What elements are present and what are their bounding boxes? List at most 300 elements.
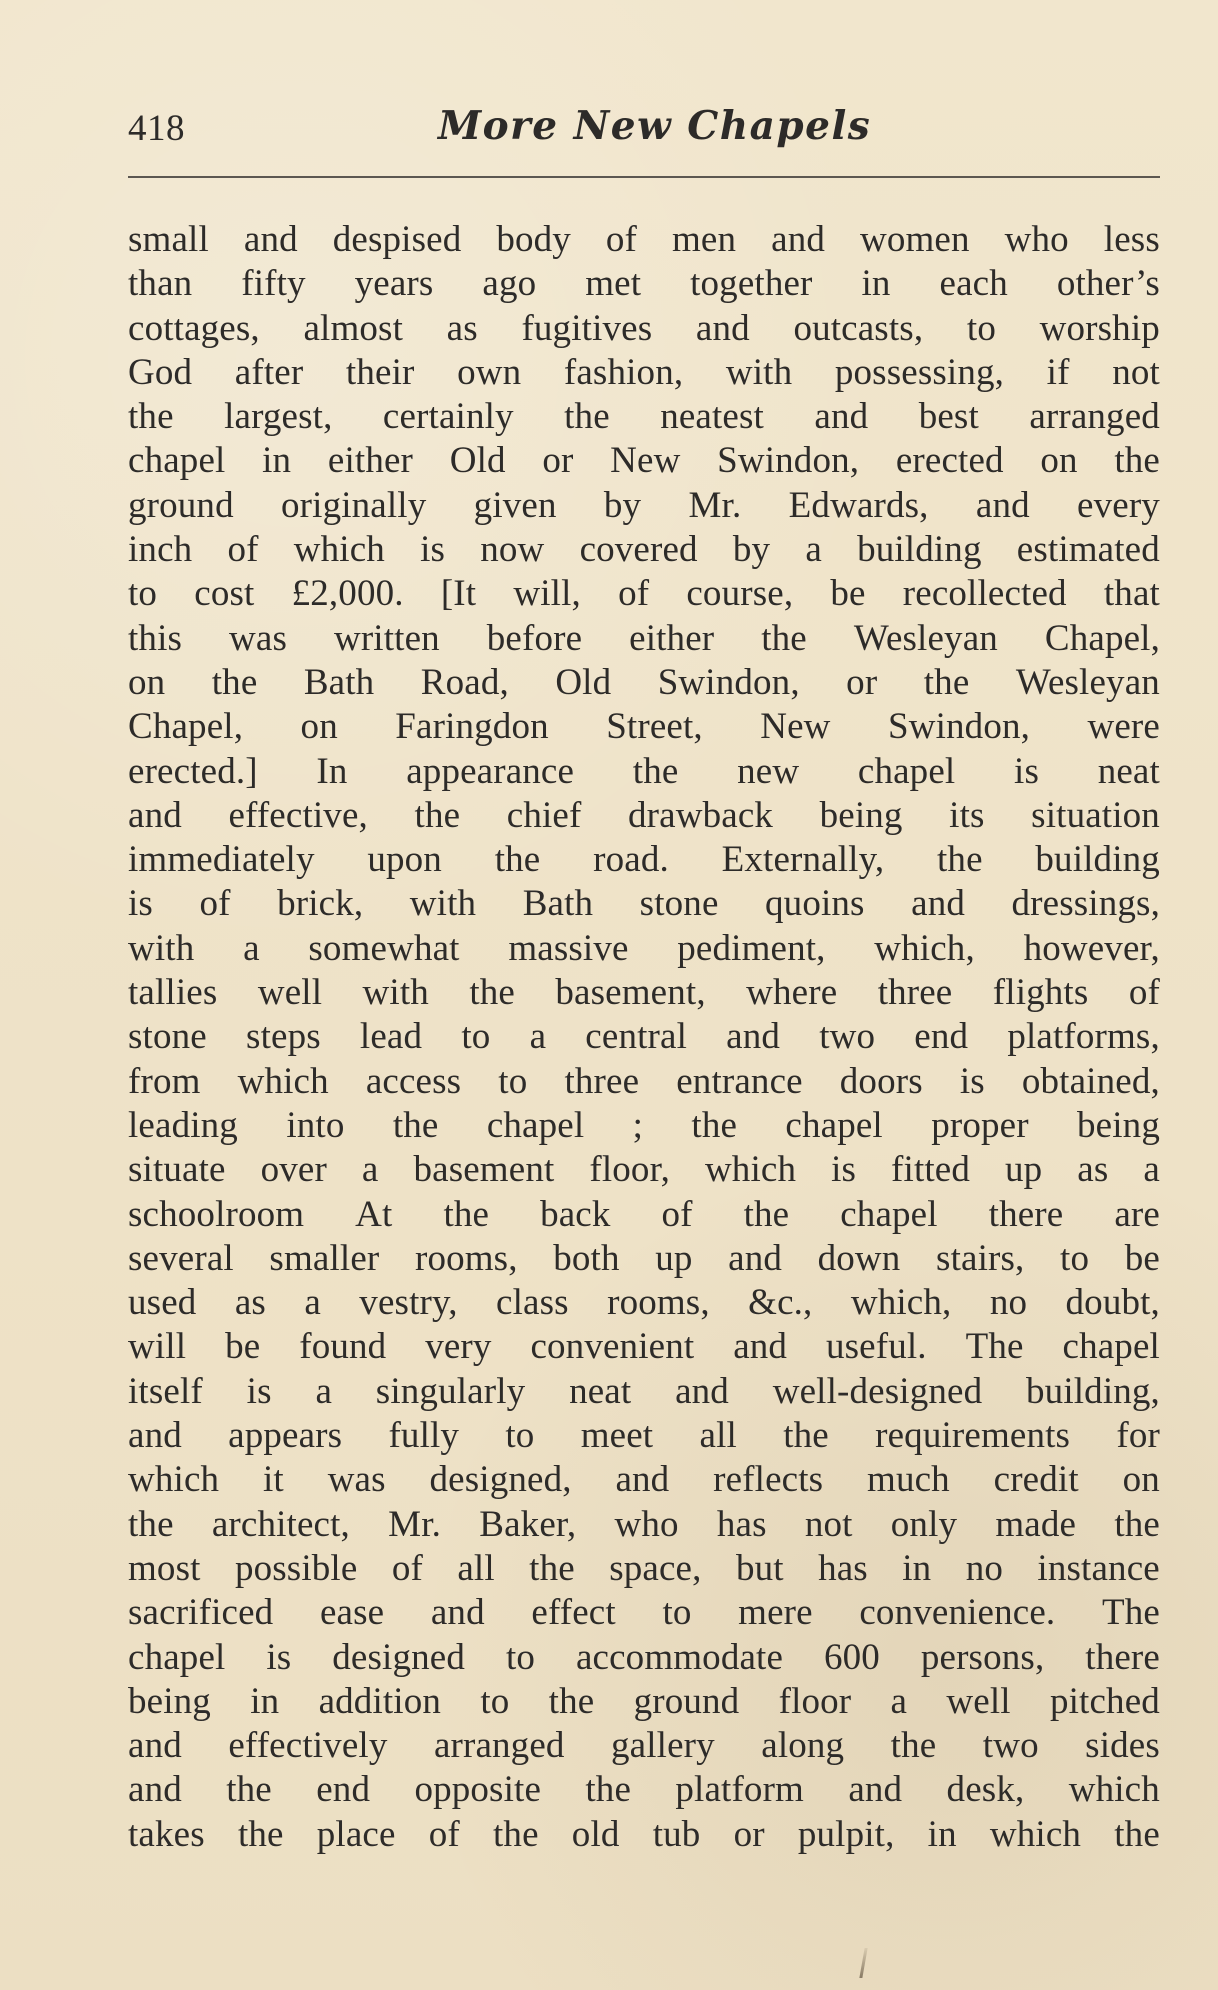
word: floor	[778, 1680, 852, 1722]
word: were	[1087, 706, 1160, 748]
word: £2,000.	[291, 573, 404, 615]
word: well-designed	[772, 1370, 983, 1412]
word: and	[128, 1769, 182, 1811]
word: appears	[228, 1415, 343, 1457]
word: the	[691, 1104, 738, 1146]
word: vestry,	[359, 1282, 458, 1324]
text-line	[128, 1281, 1160, 1325]
word: being	[128, 1680, 211, 1722]
word: New	[610, 440, 681, 482]
word: in	[927, 1813, 957, 1855]
word: be	[225, 1326, 261, 1368]
word: is	[1014, 750, 1040, 792]
word: own	[457, 351, 522, 393]
text-line	[128, 1237, 1160, 1281]
word: given	[473, 484, 557, 526]
text-line	[128, 395, 1160, 439]
word: with	[409, 883, 477, 925]
word: Chapel,	[1044, 617, 1160, 659]
word: as	[1077, 1149, 1109, 1191]
word: Chapel,	[128, 706, 244, 748]
word: desk,	[946, 1769, 1025, 1811]
word: after	[234, 351, 304, 393]
word: fashion,	[563, 351, 684, 393]
word: small	[128, 219, 209, 260]
word: a	[315, 1370, 333, 1412]
word: platform	[675, 1769, 804, 1811]
word: the	[128, 1503, 174, 1545]
word: the	[392, 1104, 439, 1146]
word: chapel	[128, 1636, 226, 1678]
word: tallies	[128, 972, 218, 1014]
word: two	[819, 1016, 876, 1058]
word: entrance	[676, 1060, 803, 1102]
word: with	[725, 351, 793, 393]
word: end	[914, 1016, 969, 1058]
word: originally	[281, 484, 427, 526]
word: on	[128, 661, 166, 703]
word: the	[469, 972, 515, 1014]
word: In	[316, 750, 348, 792]
word: which	[704, 1149, 797, 1191]
word: Mr.	[388, 1503, 442, 1545]
word: possible	[234, 1547, 358, 1589]
word: neat	[569, 1370, 632, 1412]
text-line	[128, 1547, 1160, 1591]
word: three	[564, 1060, 640, 1102]
word: which	[237, 1060, 329, 1102]
text-line	[128, 1636, 1160, 1680]
word: will,	[513, 573, 581, 615]
word: almost	[303, 307, 404, 349]
word: addition	[318, 1680, 442, 1722]
word: a	[243, 927, 260, 969]
word: in	[861, 263, 891, 305]
word: not	[804, 1503, 853, 1545]
word: which,	[874, 927, 975, 969]
text-line	[128, 1193, 1160, 1237]
word: be	[1124, 1237, 1160, 1279]
word: the	[783, 1415, 829, 1457]
word: and	[675, 1370, 729, 1412]
word: tub	[652, 1813, 701, 1855]
word: obtained,	[1021, 1060, 1160, 1102]
word: on	[1122, 1459, 1160, 1501]
word: convenient	[530, 1326, 695, 1368]
word: inch	[128, 529, 193, 571]
text-line	[128, 1724, 1160, 1768]
word: sides	[1085, 1725, 1160, 1767]
word: leading	[128, 1104, 238, 1146]
word: and	[848, 1769, 903, 1811]
word: but	[735, 1547, 784, 1589]
text-line	[128, 218, 1160, 262]
word: basement,	[555, 972, 706, 1014]
word: chapel	[486, 1104, 585, 1146]
word: ago	[482, 263, 537, 305]
word: sacrificed	[128, 1592, 274, 1634]
word: [It	[440, 573, 477, 615]
text-line	[128, 705, 1160, 749]
word: chapel	[1062, 1326, 1160, 1368]
header-rule	[128, 176, 1160, 178]
word: a	[805, 529, 822, 571]
word: certainly	[382, 396, 514, 438]
word: flights	[992, 972, 1089, 1014]
text-line	[128, 1370, 1160, 1414]
word: useful.	[825, 1326, 927, 1368]
text-line	[128, 750, 1160, 794]
running-title: More New Chapels	[438, 103, 872, 149]
word: no	[989, 1282, 1028, 1324]
word: situation	[1031, 794, 1160, 836]
body-text	[128, 218, 1160, 1857]
word: of	[618, 573, 650, 615]
word: together	[690, 263, 813, 305]
word: the	[632, 750, 679, 792]
word: central	[585, 1016, 687, 1058]
word: well	[257, 972, 323, 1014]
word: building	[857, 529, 982, 571]
text-line	[128, 1503, 1160, 1547]
word: all	[457, 1547, 495, 1589]
text-line	[128, 927, 1160, 971]
word: Externally,	[721, 839, 885, 881]
word: now	[480, 529, 545, 571]
word: Old	[555, 661, 612, 703]
text-line	[128, 838, 1160, 882]
word: cost	[194, 573, 255, 615]
word: ease	[319, 1592, 385, 1634]
word: a	[890, 1680, 908, 1722]
text-line	[128, 351, 1160, 395]
word: the	[1114, 440, 1160, 482]
word: and	[695, 307, 750, 349]
word: of	[605, 219, 638, 260]
word: pulpit,	[797, 1813, 895, 1855]
word: the	[936, 839, 983, 881]
word: a	[529, 1016, 547, 1058]
word: steps	[246, 1016, 321, 1058]
word: no	[965, 1547, 1004, 1589]
word: itself	[128, 1370, 203, 1412]
word: rooms,	[414, 1237, 518, 1279]
word: for	[1116, 1415, 1160, 1457]
word: met	[585, 263, 642, 305]
word: massive	[508, 927, 629, 969]
word: and	[243, 219, 298, 260]
word: only	[890, 1503, 958, 1545]
text-line	[128, 617, 1160, 661]
word: new	[737, 750, 800, 792]
word: used	[128, 1282, 197, 1324]
word: possessing,	[834, 351, 1005, 393]
word: was	[327, 1459, 386, 1501]
word: accommodate	[575, 1636, 784, 1678]
word: dressings,	[1011, 883, 1160, 925]
word: and	[733, 1326, 788, 1368]
word: there	[1085, 1636, 1160, 1678]
word: and	[814, 396, 869, 438]
word: Swindon,	[657, 661, 800, 703]
word: which	[1068, 1769, 1160, 1811]
word: floor,	[589, 1149, 670, 1191]
word: the	[564, 396, 610, 438]
word: made	[995, 1503, 1077, 1545]
word: three	[877, 972, 953, 1014]
word: has	[716, 1503, 767, 1545]
word: the	[128, 396, 174, 438]
word: years	[354, 263, 434, 305]
word: has	[818, 1547, 868, 1589]
word: &c.,	[748, 1282, 813, 1324]
word: to	[505, 1636, 536, 1678]
word: and	[128, 1415, 182, 1457]
word: place	[316, 1813, 396, 1855]
word: the	[890, 1725, 937, 1767]
word: ;	[632, 1104, 644, 1146]
word: or	[846, 661, 878, 703]
word: The	[965, 1326, 1024, 1368]
text-line	[128, 1015, 1160, 1059]
word: access	[365, 1060, 462, 1102]
word: basement	[413, 1149, 555, 1191]
word: Mr.	[688, 484, 742, 526]
word: fifty	[241, 263, 306, 305]
word: Wesleyan	[853, 617, 998, 659]
word: several	[128, 1237, 234, 1279]
word: At	[355, 1193, 393, 1235]
text-line	[128, 1104, 1160, 1148]
word: Baker,	[479, 1503, 577, 1545]
word: two	[982, 1725, 1039, 1767]
page-number: 418	[128, 108, 185, 149]
text-line	[128, 1060, 1160, 1104]
word: and	[615, 1459, 670, 1501]
word: doors	[839, 1060, 923, 1102]
text-line	[128, 572, 1160, 616]
word: down	[817, 1237, 901, 1279]
word: outcasts,	[793, 307, 924, 349]
word: is	[128, 883, 153, 925]
word: well	[946, 1680, 1011, 1722]
word: men	[672, 219, 737, 260]
word: ground	[633, 1680, 740, 1722]
word: chief	[506, 794, 582, 836]
word: as	[446, 307, 478, 349]
word: where	[746, 972, 838, 1014]
word: which	[293, 529, 385, 571]
word: body	[496, 219, 571, 260]
word: arranged	[1029, 396, 1160, 438]
word: the	[494, 839, 541, 881]
word: with	[362, 972, 429, 1014]
word: stone	[639, 883, 719, 925]
word: proper	[931, 1104, 1029, 1146]
word: is	[266, 1636, 292, 1678]
word: designed,	[429, 1459, 572, 1501]
word: effectively	[228, 1725, 388, 1767]
word: space,	[609, 1547, 702, 1589]
word: road.	[593, 839, 669, 881]
word: convenience.	[859, 1592, 1056, 1634]
word: ground	[128, 484, 234, 526]
word: chapel	[857, 750, 956, 792]
word: quoins	[765, 883, 865, 925]
page-header	[128, 92, 1160, 152]
word: the	[529, 1547, 575, 1589]
word: of	[227, 529, 259, 571]
word: in	[902, 1547, 932, 1589]
word: of	[199, 883, 231, 925]
word: Swindon,	[717, 440, 860, 482]
word: being	[1077, 1104, 1160, 1146]
word: brick,	[277, 883, 364, 925]
word: and	[128, 794, 182, 836]
word: and	[771, 219, 825, 260]
word: opposite	[414, 1769, 542, 1811]
text-line	[128, 439, 1160, 483]
word: end	[316, 1769, 371, 1811]
word: to	[662, 1592, 692, 1634]
word: being	[819, 794, 903, 836]
text-line	[128, 262, 1160, 306]
word: meet	[580, 1415, 654, 1457]
word: either	[327, 440, 414, 482]
text-line	[128, 1591, 1160, 1635]
word: drawback	[628, 794, 774, 836]
word: effective,	[228, 794, 368, 836]
word: the	[492, 1813, 539, 1855]
text-line	[128, 794, 1160, 838]
word: upon	[367, 839, 442, 881]
word: of	[428, 1813, 460, 1855]
word: all	[699, 1415, 737, 1457]
word: or	[733, 1813, 765, 1855]
word: neat	[1097, 750, 1160, 792]
word: to	[480, 1680, 510, 1722]
word: is	[420, 529, 446, 571]
word: to	[505, 1415, 535, 1457]
word: found	[299, 1326, 387, 1368]
word: to	[966, 307, 996, 349]
word: over	[260, 1149, 327, 1191]
word: in	[262, 440, 292, 482]
word: which,	[850, 1282, 952, 1324]
word: chapel	[840, 1193, 938, 1235]
text-line	[128, 882, 1160, 926]
word: class	[496, 1282, 569, 1324]
word: of	[1128, 972, 1160, 1014]
word: neatest	[660, 396, 764, 438]
word: Old	[449, 440, 506, 482]
text-line	[128, 1768, 1160, 1812]
word: Road,	[420, 661, 509, 703]
word: to	[1060, 1237, 1090, 1279]
word: is	[959, 1060, 985, 1102]
word: back	[540, 1193, 611, 1235]
word: worship	[1039, 307, 1160, 349]
word: credit	[993, 1459, 1079, 1501]
word: lead	[359, 1016, 423, 1058]
text-line	[128, 1813, 1160, 1857]
word: if	[1046, 351, 1070, 393]
word: mere	[738, 1592, 813, 1634]
word: most	[128, 1547, 201, 1589]
word: up	[655, 1237, 693, 1279]
word: from	[128, 1060, 201, 1102]
word: largest,	[224, 396, 333, 438]
margin-mark	[859, 1948, 867, 1978]
word: on	[300, 706, 338, 748]
word: instance	[1037, 1547, 1160, 1589]
word: cottages,	[128, 307, 260, 349]
word: to	[498, 1060, 528, 1102]
word: Swindon,	[888, 706, 1031, 748]
word: will	[128, 1326, 187, 1368]
word: this	[128, 617, 183, 659]
word: than	[128, 263, 193, 305]
word: by	[732, 529, 771, 571]
word: the	[1114, 1813, 1160, 1855]
word: on	[1040, 440, 1078, 482]
word: is	[246, 1370, 272, 1412]
word: arranged	[433, 1725, 565, 1767]
word: stairs,	[936, 1237, 1025, 1279]
word: much	[867, 1459, 950, 1501]
word: of	[661, 1193, 693, 1235]
word: both	[553, 1237, 620, 1279]
word: takes	[128, 1813, 205, 1855]
word: somewhat	[308, 927, 460, 969]
word: to	[461, 1016, 491, 1058]
word: recollected	[902, 573, 1067, 615]
word: course,	[686, 573, 794, 615]
word: erected.]	[128, 750, 258, 792]
word: who	[614, 1503, 679, 1545]
text-line	[128, 1680, 1160, 1724]
word: Bath	[522, 883, 594, 925]
word: the	[743, 1193, 790, 1235]
word: building	[1035, 839, 1160, 881]
word: chapel	[785, 1104, 883, 1146]
word: the	[414, 794, 461, 836]
word: despised	[332, 219, 462, 260]
word: designed	[332, 1636, 466, 1678]
word: pitched	[1049, 1680, 1160, 1722]
word: architect,	[211, 1503, 350, 1545]
word: or	[542, 440, 574, 482]
text-line	[128, 528, 1160, 572]
word: best	[918, 396, 979, 438]
word: either	[629, 617, 715, 659]
word: which	[989, 1813, 1082, 1855]
word: stone	[128, 1016, 207, 1058]
word: women	[859, 219, 970, 260]
word: the	[548, 1680, 595, 1722]
word: by	[603, 484, 642, 526]
word: and	[911, 883, 965, 925]
word: the	[585, 1769, 632, 1811]
word: singularly	[375, 1370, 526, 1412]
word: and	[430, 1592, 485, 1634]
word: immediately	[128, 839, 315, 881]
word: it	[263, 1459, 284, 1501]
word: in	[250, 1680, 280, 1722]
word: that	[1103, 573, 1160, 615]
word: building,	[1026, 1370, 1160, 1412]
word: situate	[128, 1149, 226, 1191]
